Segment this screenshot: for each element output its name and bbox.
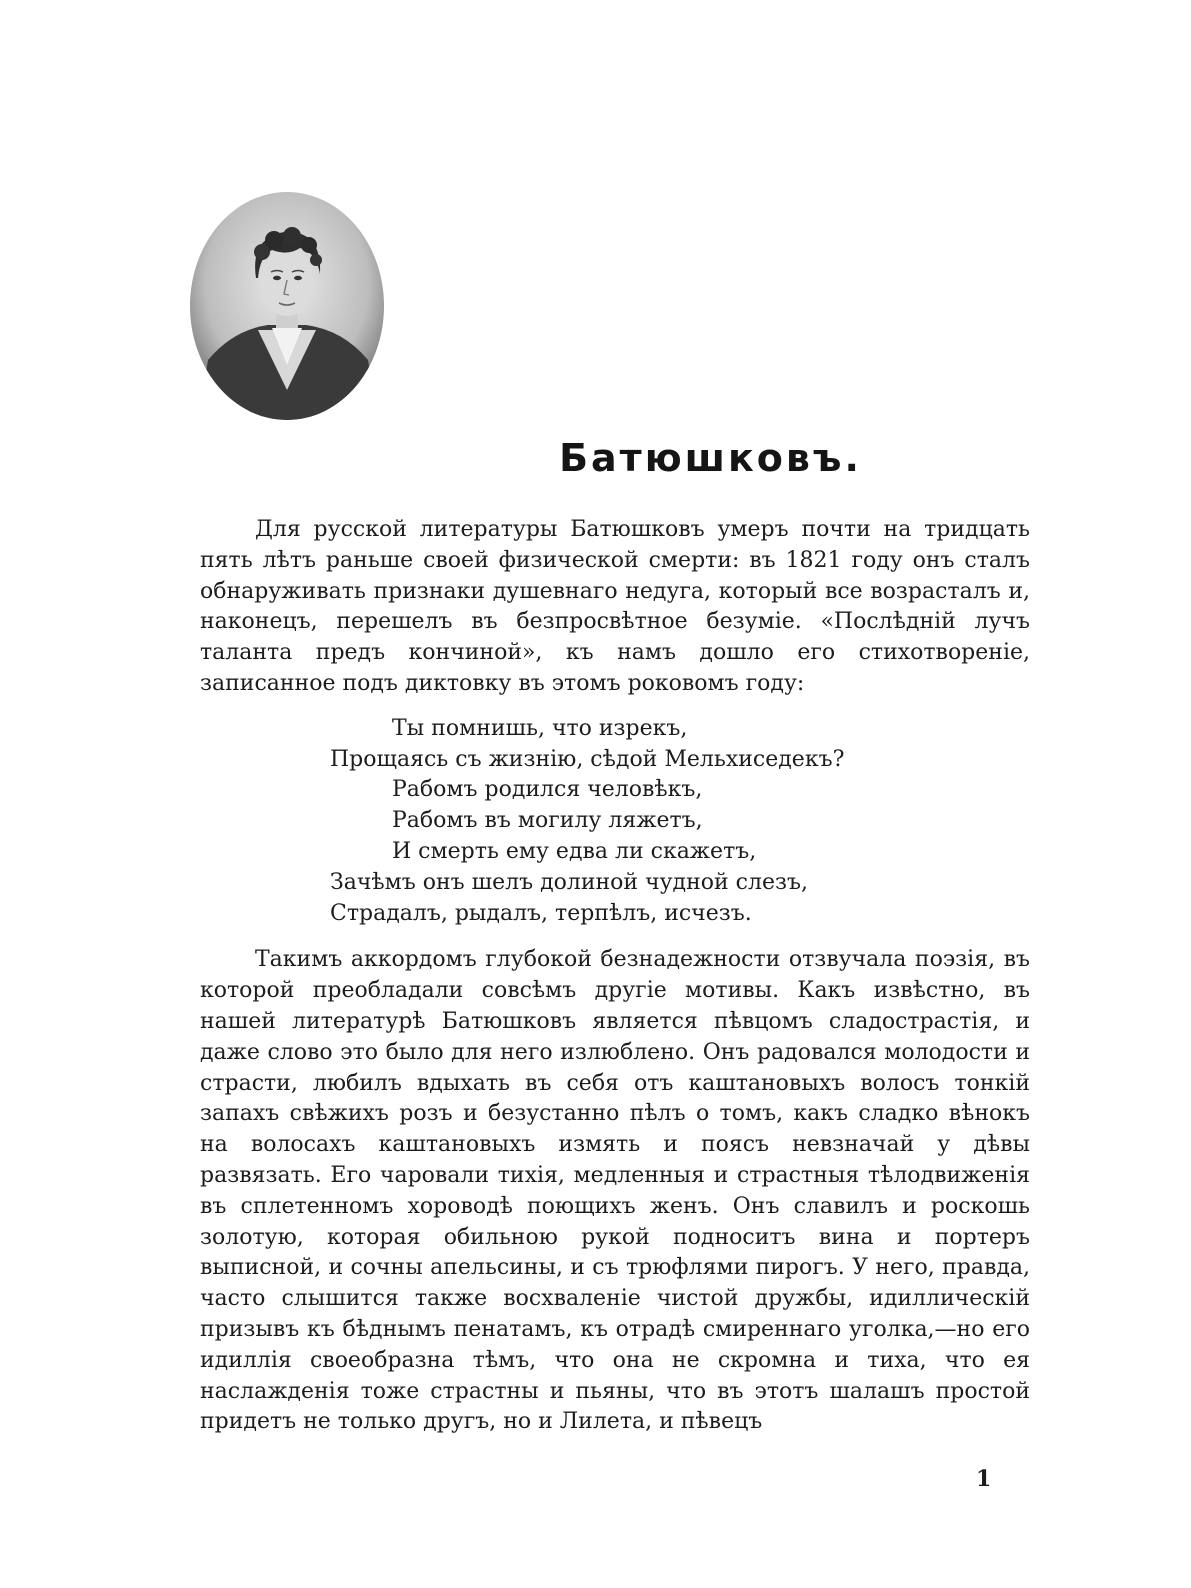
paragraph-intro: Для русской литературы Батюшковъ умеръ почти на тридцать пять лѣтъ раньше своей физической смерти: въ 1821 году онъ сталъ обнаруживать признаки душевнаго недуга, который все возрасталъ и, наконецъ, перешелъ въ безпросвѣтное безуміе. «Послѣдній лучъ таланта предъ кончиной», къ намъ дошло его стихотвореніе, записанное подъ диктовку въ этомъ роковомъ году:: [200, 517, 1030, 696]
verse-line: Прощаясь съ жизнію, сѣдой Мельхиседекъ?: [330, 746, 845, 772]
verse-line: И смерть ему едва ли скажетъ,: [392, 838, 757, 864]
verse-block: [330, 714, 1030, 930]
portrait-image: [188, 190, 386, 422]
article-body: [200, 515, 1030, 1438]
verse-line: Страдалъ, рыдалъ, терпѣлъ, исчезъ.: [330, 900, 752, 926]
verse-line: Рабомъ родился человѣкъ,: [392, 777, 703, 803]
verse-line: Рабомъ въ могилу ляжетъ,: [392, 808, 703, 834]
page-title: Батюшковъ.: [559, 436, 862, 480]
verse-line: Ты помнишь, что изрекъ,: [392, 715, 688, 741]
paragraph-main: Такимъ аккордомъ глубокой безнадежности отзвучала поэзія, въ которой преобладали совсѣмъ другіе мотивы. Какъ извѣстно, въ нашей литературѣ Батюшковъ является пѣвцомъ сладострастія, и даже слово это было для него излюблено. Онъ радовался молодости и страсти, любилъ вдыхать въ себя отъ каштановыхъ волосъ тонкій запахъ свѣжихъ розъ и безустанно пѣлъ о томъ, какъ сладко вѣнокъ на волосахъ каштановыхъ измять и поясъ невзначай у дѣвы развязать. Его чаровали тихія, медленныя и страстныя тѣлодвиженія въ сплетенномъ хороводѣ поющихъ женъ. Онъ славилъ и роскошь золотую, которая обильною рукой подноситъ вина и портеръ выписной, и сочны апельсины, и съ трюфлями пирогъ. У него, правда, часто слышится также восхваленіе чистой дружбы, идиллическій призывъ къ бѣднымъ пенатамъ, къ отрадѣ смиреннаго уголка,—но его идиллія своеобразна тѣмъ, что она не скромна и тиха, что ея наслажденія тоже страстны и пьяны, что въ этотъ шалашъ простой придетъ не только другъ, но и Лилета, и пѣвецъ: [200, 947, 1030, 1435]
page-number: 1: [976, 1466, 992, 1492]
verse-line: Зачѣмъ онъ шелъ долиной чудной слезъ,: [330, 869, 808, 895]
